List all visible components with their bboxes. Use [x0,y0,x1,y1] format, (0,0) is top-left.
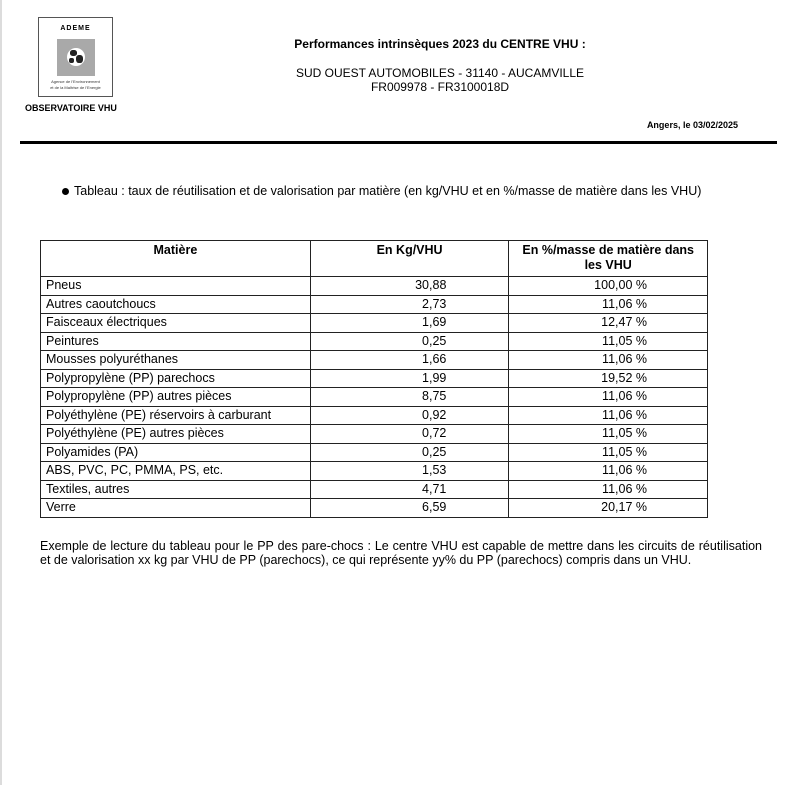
cell-material: Autres caoutchoucs [41,295,311,314]
cell-pct: 11,06 % [509,480,708,499]
cell-kg: 30,88 [310,277,509,296]
globe-icon [67,48,85,66]
cell-kg: 2,73 [310,295,509,314]
bullet-icon [62,188,69,195]
cell-pct: 19,52 % [509,369,708,388]
cell-kg: 6,59 [310,499,509,518]
cell-material: Polyéthylène (PE) autres pièces [41,425,311,444]
table-row [41,425,708,444]
cell-kg: 1,99 [310,369,509,388]
cell-pct: 11,06 % [509,406,708,425]
cell-pct: 100,00 % [509,277,708,296]
logo-emblem [57,39,95,76]
reading-example-note: Exemple de lecture du tableau pour le PP des pare-chocs : Le centre VHU est capable de mettre dans les circuits de réutilisation et de valorisation xx kg par VHU de PP (parechocs), ce qui représente yy% du PP (parechocs) compris dans un VHU. [40,539,762,567]
logo-caption-line2: et de la Maîtrise de l'Energie [50,85,101,90]
center-name: SUD OUEST AUTOMOBILES - 31140 - AUCAMVILLE [295,66,585,80]
bullet-text: Tableau : taux de réutilisation et de valorisation par matière (en kg/VHU et en %/masse de matière dans les VHU) [74,184,702,198]
cell-kg: 0,72 [310,425,509,444]
cell-material: Textiles, autres [41,480,311,499]
logo-caption [41,79,110,91]
cell-kg: 4,71 [310,480,509,499]
table-row [41,314,708,333]
cell-material: Peintures [41,332,311,351]
table-row [41,277,708,296]
table-row [41,499,708,518]
date-line: Angers, le 03/02/2025 [646,120,738,130]
header-pct: En %/masse de matière dans les VHU [509,241,708,277]
material-table [40,240,708,518]
cell-material: Polyéthylène (PE) réservoirs à carburant [41,406,311,425]
cell-kg: 0,25 [310,332,509,351]
cell-kg: 0,25 [310,443,509,462]
ademe-logo [38,17,113,97]
cell-pct: 11,06 % [509,351,708,370]
table-row [41,462,708,481]
table-row [41,295,708,314]
cell-pct: 11,05 % [509,425,708,444]
logo-brand: ADEME [60,25,91,32]
cell-material: Polypropylène (PP) parechocs [41,369,311,388]
page-left-edge [0,0,2,785]
cell-material: Polypropylène (PP) autres pièces [41,388,311,407]
center-ids: FR009978 - FR3100018D [370,80,510,94]
cell-material: Verre [41,499,311,518]
header-material: Matière [41,241,311,277]
cell-pct: 11,06 % [509,388,708,407]
section-bullet [60,184,750,198]
table-row [41,332,708,351]
table-row [41,480,708,499]
cell-kg: 1,69 [310,314,509,333]
cell-pct: 11,05 % [509,443,708,462]
cell-material: Faisceaux électriques [41,314,311,333]
header-kg: En Kg/VHU [310,241,509,277]
cell-kg: 1,66 [310,351,509,370]
table-row [41,443,708,462]
logo-caption-line1: Agence de l'Environnement [51,79,100,84]
cell-kg: 1,53 [310,462,509,481]
header-divider [20,141,777,144]
table-row [41,351,708,370]
table-header-row [41,241,708,277]
cell-pct: 11,06 % [509,462,708,481]
cell-pct: 20,17 % [509,499,708,518]
cell-pct: 12,47 % [509,314,708,333]
cell-material: Mousses polyuréthanes [41,351,311,370]
table-row [41,406,708,425]
observatory-label: OBSERVATOIRE VHU [25,103,117,113]
cell-kg: 8,75 [310,388,509,407]
table-row [41,388,708,407]
cell-material: ABS, PVC, PC, PMMA, PS, etc. [41,462,311,481]
cell-material: Polyamides (PA) [41,443,311,462]
cell-pct: 11,05 % [509,332,708,351]
cell-kg: 0,92 [310,406,509,425]
center-info [240,66,640,94]
cell-material: Pneus [41,277,311,296]
page-title: Performances intrinsèques 2023 du CENTRE VHU : [294,37,586,51]
cell-pct: 11,06 % [509,295,708,314]
table-row [41,369,708,388]
